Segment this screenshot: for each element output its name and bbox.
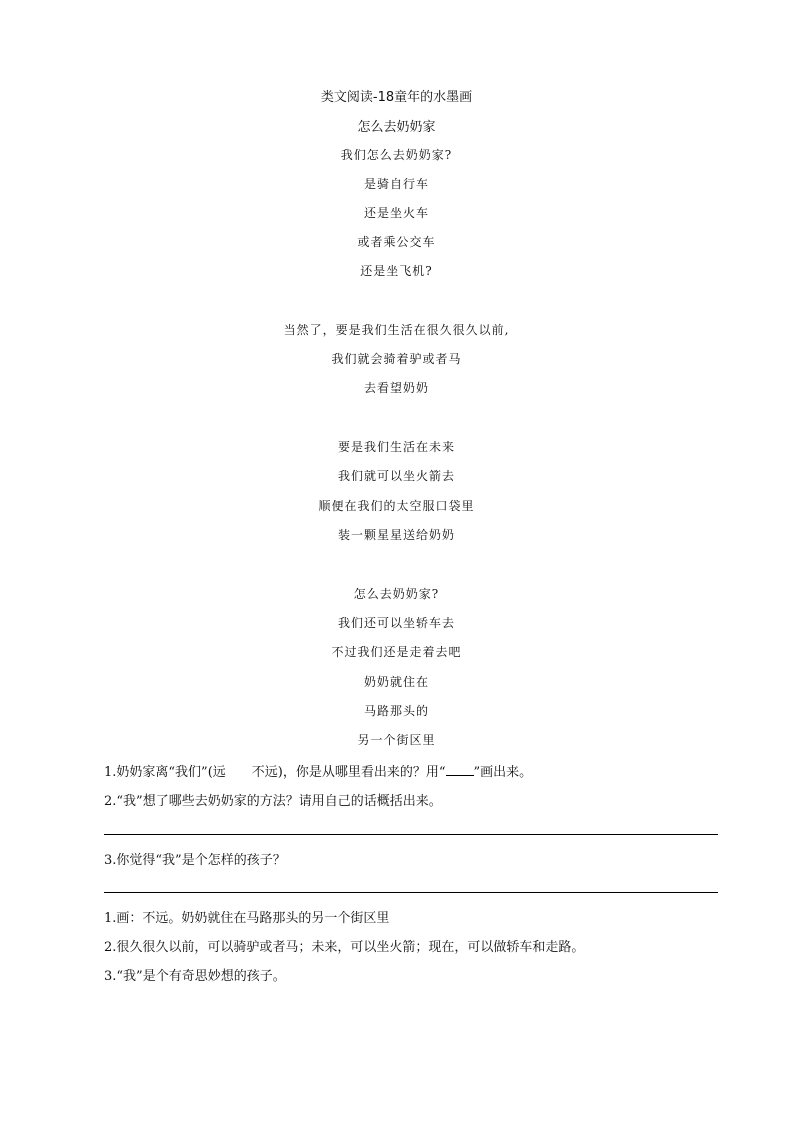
poem-line: 我们怎么去奶奶家? (340, 148, 453, 162)
poem-line: 装一颗星星送给奶奶 (337, 528, 455, 542)
poem-line: 我们还可以坐轿车去 (337, 616, 455, 630)
question-1-text: 1.奶奶家离“我们”(远 不远)，你是从哪里看出来的？用“ (104, 765, 446, 780)
poem-title: 怎么去奶奶家 (357, 120, 436, 135)
answer-2: 2.很久很久以前，可以骑驴或者马；未来，可以坐火箭；现在，可以做轿车和走路。 (104, 940, 585, 955)
poem-line: 是骑自行车 (363, 177, 429, 191)
poem-line: 或者乘公交车 (357, 235, 436, 249)
poem-line: 奶奶就住在 (363, 675, 429, 689)
answer-line (104, 892, 718, 893)
poem-line: 另一个街区里 (357, 733, 436, 747)
answer-line (104, 834, 718, 835)
poem-line: 怎么去奶奶家? (353, 587, 440, 601)
answer-1: 1.画：不远。奶奶就住在马路那头的另一个街区里 (104, 911, 390, 926)
poem-line: 不过我们还是走着去吧 (331, 645, 462, 659)
poem-line: 我们就会骑着驴或者马 (331, 352, 462, 366)
poem-line: 我们就可以坐火箭去 (337, 469, 455, 483)
poem-line: 还是坐飞机? (360, 264, 433, 278)
answer-3: 3.“我”是个有奇思妙想的孩子。 (104, 969, 286, 984)
poem-line: 顺便在我们的太空服口袋里 (318, 499, 475, 513)
poem-line: 当然了，要是我们生活在很久很久以前, (283, 323, 510, 337)
question-2: 2.“我”想了哪些去奶奶家的方法？请用自己的话概括出来。 (104, 794, 442, 809)
poem-line: 马路那头的 (363, 704, 429, 718)
question-3: 3.你觉得“我”是个怎样的孩子？ (104, 853, 286, 868)
underline-blank (446, 763, 474, 776)
document-title: 类文阅读-18童年的水墨画 (320, 90, 473, 105)
poem-line: 去看望奶奶 (363, 381, 429, 395)
question-1 (104, 761, 532, 780)
poem-line: 要是我们生活在未来 (337, 440, 455, 454)
poem-line: 还是坐火车 (363, 206, 429, 220)
question-1-text-end: ”画出来。 (473, 765, 533, 780)
